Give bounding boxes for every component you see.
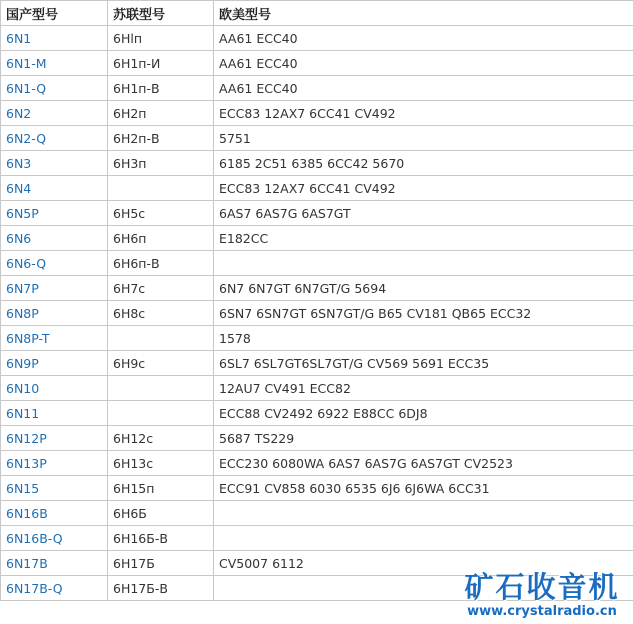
western-model-cell: ECC230 6080WA 6AS7 6AS7G 6AS7GT CV2523 [214,451,633,476]
western-model-cell [214,576,633,601]
chinese-model-cell[interactable]: 6N1 [1,26,108,51]
western-model-cell: 12AU7 CV491 ECC82 [214,376,633,401]
watermark-url: www.crystalradio.cn [467,604,617,619]
soviet-model-cell [108,326,214,351]
header-soviet-model: 苏联型号 [108,1,214,26]
soviet-model-cell: 6H8c [108,301,214,326]
western-model-cell: 5687 TS229 [214,426,633,451]
table-row [1,326,633,351]
soviet-model-cell: 6H2п-B [108,126,214,151]
soviet-model-cell: 6H3п [108,151,214,176]
western-model-cell: 5751 [214,126,633,151]
soviet-model-cell: 6Hlп [108,26,214,51]
chinese-model-cell[interactable]: 6N16B-Q [1,526,108,551]
chinese-model-cell[interactable]: 6N8P-T [1,326,108,351]
western-model-cell: E182CC [214,226,633,251]
western-model-cell: ECC88 CV2492 6922 E88CC 6DJ8 [214,401,633,426]
chinese-model-cell[interactable]: 6N3 [1,151,108,176]
table-row [1,101,633,126]
soviet-model-cell: 6H17Б [108,551,214,576]
soviet-model-cell: 6H13c [108,451,214,476]
table-row [1,126,633,151]
chinese-model-cell[interactable]: 6N9P [1,351,108,376]
table-row [1,301,633,326]
table-row [1,426,633,451]
chinese-model-cell[interactable]: 6N7P [1,276,108,301]
header-row [1,1,633,26]
table-row [1,26,633,51]
soviet-model-cell [108,376,214,401]
chinese-model-cell[interactable]: 6N4 [1,176,108,201]
soviet-model-cell: 6H2п [108,101,214,126]
chinese-model-cell[interactable]: 6N6 [1,226,108,251]
western-model-cell: 6185 2C51 6385 6CC42 5670 [214,151,633,176]
western-model-cell: 6N7 6N7GT 6N7GT/G 5694 [214,276,633,301]
western-model-cell: 1578 [214,326,633,351]
chinese-model-cell[interactable]: 6N16B [1,501,108,526]
table-row [1,476,633,501]
western-model-cell [214,501,633,526]
watermark-title: 矿石收音机 [464,570,620,604]
table-row [1,526,633,551]
table-row [1,501,633,526]
soviet-model-cell: 6H6п-B [108,251,214,276]
chinese-model-cell[interactable]: 6N2 [1,101,108,126]
chinese-model-cell[interactable]: 6N2-Q [1,126,108,151]
soviet-model-cell: 6H17Б-B [108,576,214,601]
soviet-model-cell [108,401,214,426]
western-model-cell [214,251,633,276]
table-row [1,201,633,226]
table-row [1,151,633,176]
western-model-cell: AA61 ECC40 [214,51,633,76]
table-row [1,51,633,76]
table-row [1,576,633,601]
chinese-model-cell[interactable]: 6N17B [1,551,108,576]
table-row [1,176,633,201]
soviet-model-cell: 6H16Б-B [108,526,214,551]
chinese-model-cell[interactable]: 6N8P [1,301,108,326]
chinese-model-cell[interactable]: 6N13P [1,451,108,476]
chinese-model-cell[interactable]: 6N17B-Q [1,576,108,601]
table-row [1,376,633,401]
table-row [1,551,633,576]
chinese-model-cell[interactable]: 6N1-Q [1,76,108,101]
chinese-model-cell[interactable]: 6N6-Q [1,251,108,276]
chinese-model-cell[interactable]: 6N5P [1,201,108,226]
western-model-cell: AA61 ECC40 [214,76,633,101]
table-row [1,351,633,376]
table-row [1,226,633,251]
table-row [1,451,633,476]
soviet-model-cell: 6H6Б [108,501,214,526]
western-model-cell: CV5007 6112 [214,551,633,576]
soviet-model-cell: 6H1п-И [108,51,214,76]
table-row [1,76,633,101]
western-model-cell: AA61 ECC40 [214,26,633,51]
soviet-model-cell [108,176,214,201]
western-model-cell: ECC83 12AX7 6CC41 CV492 [214,176,633,201]
header-chinese-model: 国产型号 [1,1,108,26]
table-row [1,401,633,426]
soviet-model-cell: 6H6п [108,226,214,251]
western-model-cell: ECC91 CV858 6030 6535 6J6 6J6WA 6CC31 [214,476,633,501]
chinese-model-cell[interactable]: 6N15 [1,476,108,501]
soviet-model-cell: 6H9c [108,351,214,376]
soviet-model-cell: 6H5c [108,201,214,226]
chinese-model-cell[interactable]: 6N11 [1,401,108,426]
soviet-model-cell: 6H15п [108,476,214,501]
chinese-model-cell[interactable]: 6N1-M [1,51,108,76]
table-row [1,251,633,276]
soviet-model-cell: 6H1п-B [108,76,214,101]
table-row [1,276,633,301]
soviet-model-cell: 6H7c [108,276,214,301]
western-model-cell [214,526,633,551]
header-western-model: 欧美型号 [214,1,633,26]
western-model-cell: 6SN7 6SN7GT 6SN7GT/G B65 CV181 QB65 ECC32 [214,301,633,326]
western-model-cell: 6SL7 6SL7GT6SL7GT/G CV569 5691 ECC35 [214,351,633,376]
western-model-cell: 6AS7 6AS7G 6AS7GT [214,201,633,226]
chinese-model-cell[interactable]: 6N10 [1,376,108,401]
western-model-cell: ECC83 12AX7 6CC41 CV492 [214,101,633,126]
soviet-model-cell: 6H12c [108,426,214,451]
chinese-model-cell[interactable]: 6N12P [1,426,108,451]
